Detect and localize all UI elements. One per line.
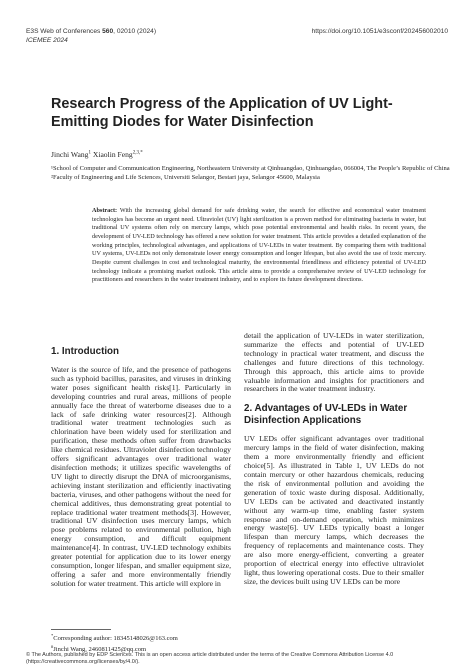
license-footer: [26, 652, 448, 666]
footnote-mark: *: [51, 633, 54, 638]
author-name: Xiaolin Feng: [92, 150, 133, 159]
author-affil-mark: 1: [88, 150, 91, 156]
footnote-rule: [51, 629, 111, 630]
footnote-mark: #: [51, 644, 54, 650]
affiliation: ²Faculty of Engineering and Life Sciences, Universiti Selangor, Bestari jaya, Selangor 45600, Malaysia: [51, 174, 320, 182]
abstract: [92, 207, 426, 285]
affiliations: [51, 165, 451, 184]
author-email: Jinchi Wang, 2460811425@qq.com: [53, 646, 147, 654]
footnotes: [51, 629, 231, 655]
author-affil-mark: 2,3,*: [132, 150, 143, 156]
article-year: , 02010 (2024): [113, 28, 157, 35]
paper-title: Research Progress of the Application of UV Light-Emitting Diodes for Water Disinfection: [51, 96, 393, 130]
affiliation: ¹School of Computer and Communication Engineering, Northeastern University at Qinhuangdao, Qinhuangdao, 066004, The People’s Republic of China: [51, 165, 450, 172]
footnote-corresponding: [51, 632, 231, 643]
right-column: [244, 332, 424, 587]
section-body: UV LEDs offer significant advantages over traditional mercury lamps in the field of water disinfection, making them a more environmentally friendly and efficient choice[5]. As illustrated in Table 1, UV LEDs do not contain mercury or other hazardous chemicals, reducing the risk of environmental pollution and avoiding the generation of toxic waste during disposal. Additionally, UV LEDs can be activated and deactivated instantly without any warm-up time, enabling faster system response and on-demand operation, which minimizes energy waste[6]. UV LEDs typically boast a longer lifespan than mercury lamps, which decreases the frequency of replacements and maintenance costs. They are also more energy-efficient, converting a greater proportion of electrical energy into effective ultraviolet light, thus lowering operational costs. Due to their smaller size, the devices built using UV LEDs can be more: [244, 434, 424, 586]
conference-name: ICEMEE 2024: [26, 37, 68, 44]
journal-citation: [26, 27, 156, 45]
section-body: Water is the source of life, and the presence of pathogens such as typhoid bacillus, parasites, and viruses in drinking water poses significant health risks[1]. Particularly in developing countries and rural areas, millions of people annually face the threat of waterborne diseases due to a lack of safe drinking water resources[2]. Although traditional water treatment technologies such as chlorination have been widely used for sterilization and purification, these methods often suffer from drawbacks like chemical residues. Ultraviolet disinfection technology offers significant advantages over traditional water disinfection methods; it utilizes specific wavelengths of UV light to directly disrupt the DNA of microorganisms, achieving instant sterilization and efficiently inactivating bacteria, viruses, and other pathogens without the need for chemical additives, thus demonstrating great potential to replace traditional water treatment methods[3]. However, traditional UV disinfection uses mercury lamps, which pose problems related to environmental pollution, high energy consumption, and difficult equipment maintenance[4]. In contrast, UV-LED technology exhibits greater potential for application due to its lower energy consumption, longer lifespan, and smaller equipment size, offering a safer and more environmentally friendly solution for water treatment. This article will explore in: [51, 365, 231, 588]
section-heading: 2. Advantages of UV-LEDs in Water Disinfection Applications: [244, 403, 408, 427]
abstract-label: Abstract:: [92, 207, 118, 214]
doi-link[interactable]: https://doi.org/10.1051/e3sconf/202456002010: [311, 28, 448, 35]
author-name: Jinchi Wang: [51, 150, 89, 159]
corresponding-email: Corresponding author: 18345148026@163.com: [53, 635, 178, 643]
abstract-text: With the increasing global demand for safe drinking water, the search for effective and economical water treatment technologies has become an urgent need. Ultraviolet (UV) light sterilization is a proven method for eliminating bacteria in water, but traditional UV systems often rely on mercury lamps, which pose potential environmental and health risks. In recent years, the development of UV-LED technology has offered a new solution for water treatment. This article provides a detailed explanation of the working principles, technological advantages, and applications of UV-LEDs in water treatment. By comparing them with traditional UV systems, UV-LEDs not only demonstrate lower energy consumption and longer lifespan, but also avoid the use of toxic mercury. Despite current challenges in cost and technological maturity, the environmental friendliness and efficiency potential of UV-LED technology indicate a promising market outlook. This article aims to provide a comprehensive review of UV-LED technology for practitioners and researchers in the water treatment industry, and to explore its future development directions.: [92, 207, 426, 284]
section-heading: 1. Introduction: [51, 346, 120, 357]
license-line: © The Authors, published by EDP Sciences. This is an open access article distributed under the terms of the Creative Commons Attribution License 4.0: [26, 652, 394, 658]
license-url[interactable]: (https://creativecommons.org/licenses/by/4.0/).: [26, 659, 140, 665]
journal-volume: 560: [102, 28, 114, 35]
author-list: [51, 150, 143, 159]
left-column: [51, 346, 231, 589]
section-body-continued: detail the application of UV-LEDs in water sterilization, summarize the effects and potential of UV-LED technology in practical water treatment, and discuss the challenges and future directions of this technology. Through this approach, this article aims to provide valuable information and insights for practitioners and researchers in the water treatment industry.: [244, 331, 424, 394]
journal-name: E3S Web of Conferences: [26, 28, 101, 35]
